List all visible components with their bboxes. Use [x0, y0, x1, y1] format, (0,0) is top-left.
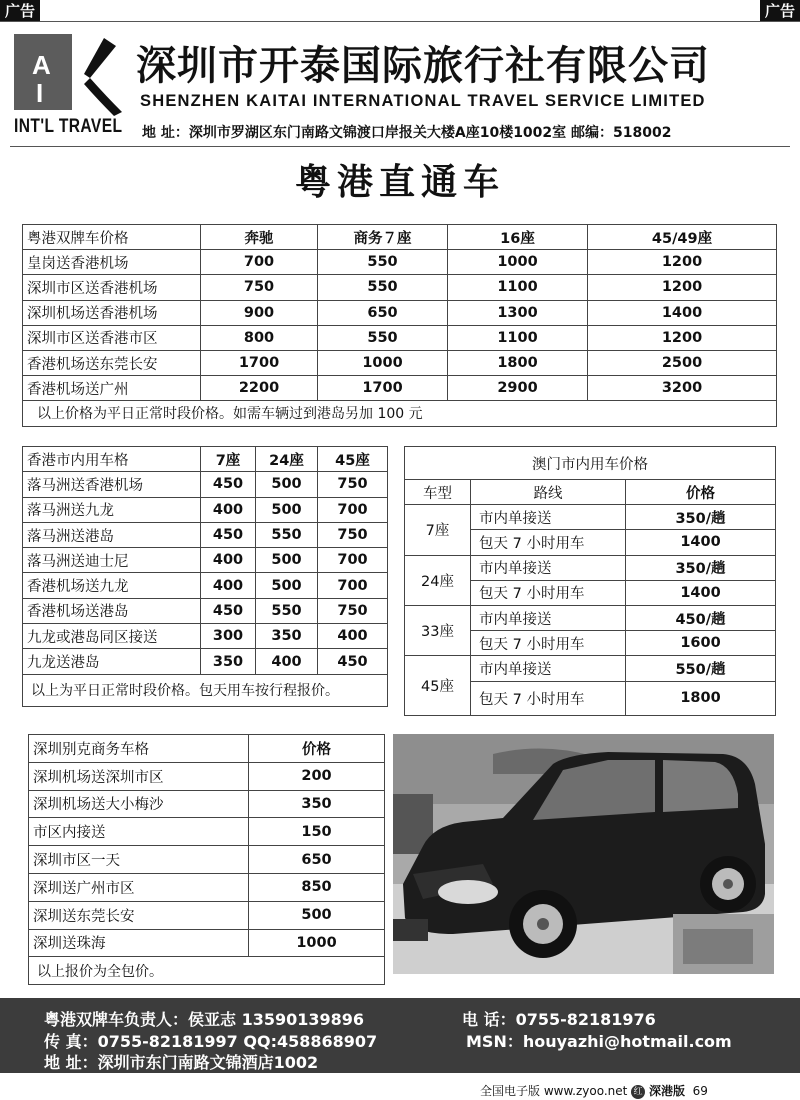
route-cell: 市区内接送: [29, 818, 249, 846]
minivan-illustration: [393, 734, 774, 974]
table-note-row: [23, 674, 388, 706]
table-row: [23, 250, 777, 275]
route-cell: 落马洲送九龙: [23, 497, 201, 522]
logo-subtitle: INT'L TRAVEL: [14, 116, 123, 137]
table-row: [23, 598, 388, 623]
table-header-row: [23, 225, 777, 250]
price-cell: 800: [201, 325, 318, 350]
page-number: 69: [692, 1084, 708, 1098]
route-cell: 深圳机场送大小梅沙: [29, 790, 249, 818]
route-cell: 香港机场送东莞长安: [23, 350, 201, 375]
price-cell: 1000: [318, 350, 448, 375]
route-cell: 市内单接送: [471, 505, 626, 530]
price-cell: 550: [318, 250, 448, 275]
vehicle-type-cell: 24座: [405, 555, 471, 605]
route-cell: 落马洲送香港机场: [23, 472, 201, 497]
price-cell: 500: [256, 573, 318, 598]
table-row: [23, 497, 388, 522]
company-name-en: SHENZHEN KAITAI INTERNATIONAL TRAVEL SERVICE LIMITED: [140, 92, 706, 110]
price-cell: 350/趟: [626, 505, 776, 530]
price-cell: 1000: [249, 929, 385, 957]
route-cell: 包天 7 小时用车: [471, 580, 626, 605]
price-cell: 1800: [448, 350, 588, 375]
table-row: [23, 624, 388, 649]
logo-letter-i: I: [36, 78, 44, 108]
route-cell: 包天 7 小时用车: [471, 530, 626, 555]
price-cell: 1400: [626, 580, 776, 605]
price-cell: 150: [249, 818, 385, 846]
table-header: 商务７座: [318, 225, 448, 250]
route-cell: 深圳机场送香港机场: [23, 300, 201, 325]
route-cell: 深圳市区一天: [29, 846, 249, 874]
price-cell: 550/趟: [626, 656, 776, 681]
price-cell: 450: [201, 598, 256, 623]
price-cell: 1300: [448, 300, 588, 325]
table-row: [23, 472, 388, 497]
table-caption-row: [405, 447, 776, 480]
company-name-cn: 深圳市开泰国际旅行社有限公司: [136, 43, 710, 89]
table-row: [23, 573, 388, 598]
price-cell: 650: [249, 846, 385, 874]
route-cell: 包天 7 小时用车: [471, 631, 626, 656]
price-cell: 850: [249, 873, 385, 901]
route-cell: 深圳市区送香港机场: [23, 275, 201, 300]
vehicle-type-cell: 45座: [405, 656, 471, 715]
route-cell: 市内单接送: [471, 605, 626, 630]
table-header: 粤港双牌车价格: [23, 225, 201, 250]
price-cell: 2900: [448, 376, 588, 401]
footer-fax-qq: 传 真：0755-82181997 QQ:458868907: [44, 1032, 378, 1051]
site-label: 全国电子版 www.zyoo.net: [480, 1084, 628, 1098]
price-cell: 450/趟: [626, 605, 776, 630]
table-row: [405, 605, 776, 630]
price-cell: 1400: [626, 530, 776, 555]
table-row: [405, 555, 776, 580]
route-cell: 深圳市区送香港市区: [23, 325, 201, 350]
price-cell: 450: [201, 522, 256, 547]
price-cell: 400: [201, 573, 256, 598]
price-cell: 1800: [626, 681, 776, 715]
price-cell: 700: [318, 548, 388, 573]
price-cell: 350: [201, 649, 256, 674]
table-header: 价格: [249, 735, 385, 763]
table-row: [29, 846, 385, 874]
table-row: [29, 818, 385, 846]
price-cell: 400: [201, 548, 256, 573]
price-cell: 400: [256, 649, 318, 674]
route-cell: 九龙或港岛同区接送: [23, 624, 201, 649]
price-cell: 2500: [588, 350, 777, 375]
route-cell: 深圳送广州市区: [29, 873, 249, 901]
cross-border-price-table: [22, 224, 777, 427]
table-row: [23, 548, 388, 573]
logo-letter-a: A: [32, 50, 51, 80]
table-row: [29, 790, 385, 818]
car-photo: [393, 734, 774, 974]
route-cell: 九龙送港岛: [23, 649, 201, 674]
price-cell: 700: [201, 250, 318, 275]
table-row: [23, 325, 777, 350]
price-cell: 500: [256, 472, 318, 497]
price-cell: 1700: [201, 350, 318, 375]
table-row: [23, 300, 777, 325]
table-row: [29, 901, 385, 929]
route-cell: 市内单接送: [471, 555, 626, 580]
table-note: 以上为平日正常时段价格。包天用车按行程报价。: [23, 674, 388, 706]
table-caption: 澳门市内用车价格: [405, 447, 776, 480]
macau-price-table: [404, 446, 776, 716]
price-cell: 750: [318, 522, 388, 547]
table-header: 16座: [448, 225, 588, 250]
price-cell: 400: [201, 497, 256, 522]
ad-label-left: 广告: [0, 0, 40, 22]
table-note-row: [23, 401, 777, 426]
vehicle-type-cell: 7座: [405, 505, 471, 555]
table-row: [23, 376, 777, 401]
price-cell: 550: [318, 275, 448, 300]
table-row: [29, 929, 385, 957]
top-divider: [0, 21, 800, 22]
page-title: 粤港直通车: [294, 162, 505, 203]
table-header: 香港市内用车格: [23, 447, 201, 472]
company-address: 地 址：深圳市罗湖区东门南路文锦渡口岸报关大楼A座10楼1002室 邮编：518002: [142, 125, 672, 141]
table-row: [23, 649, 388, 674]
table-header: 7座: [201, 447, 256, 472]
table-header: 深圳别克商务车格: [29, 735, 249, 763]
company-logo: [14, 34, 126, 142]
price-cell: 1200: [588, 250, 777, 275]
page-footer: [480, 1082, 708, 1099]
table-row: [23, 522, 388, 547]
table-row: [405, 505, 776, 530]
route-cell: 落马洲送港岛: [23, 522, 201, 547]
route-cell: 深圳机场送深圳市区: [29, 762, 249, 790]
ad-label-right: 广告: [760, 0, 800, 22]
footer-phone: 电 话：0755-82181976: [462, 1010, 656, 1029]
table-row: [29, 873, 385, 901]
table-note: 以上报价为全包价。: [29, 957, 385, 985]
price-cell: 450: [318, 649, 388, 674]
table-header: 奔驰: [201, 225, 318, 250]
route-cell: 深圳送珠海: [29, 929, 249, 957]
table-row: [23, 350, 777, 375]
price-cell: 200: [249, 762, 385, 790]
table-header: 车型: [405, 480, 471, 505]
route-cell: 市内单接送: [471, 656, 626, 681]
hongkong-price-table: [22, 446, 388, 707]
footer-address: 地 址：深圳市东门南路文锦酒店1002: [44, 1053, 319, 1072]
price-cell: 300: [201, 624, 256, 649]
route-cell: 香港机场送九龙: [23, 573, 201, 598]
contact-footer: [0, 998, 800, 1073]
price-cell: 700: [318, 573, 388, 598]
price-cell: 550: [256, 598, 318, 623]
price-cell: 1700: [318, 376, 448, 401]
table-header-row: [405, 480, 776, 505]
price-cell: 1600: [626, 631, 776, 656]
route-cell: 深圳送东莞长安: [29, 901, 249, 929]
table-row: [29, 762, 385, 790]
price-cell: 3200: [588, 376, 777, 401]
price-cell: 750: [318, 472, 388, 497]
price-cell: 350/趟: [626, 555, 776, 580]
price-cell: 700: [318, 497, 388, 522]
price-cell: 400: [318, 624, 388, 649]
price-cell: 900: [201, 300, 318, 325]
route-cell: 香港机场送港岛: [23, 598, 201, 623]
vehicle-type-cell: 33座: [405, 605, 471, 655]
route-cell: 香港机场送广州: [23, 376, 201, 401]
price-cell: 750: [318, 598, 388, 623]
table-header: 路线: [471, 480, 626, 505]
price-cell: 500: [256, 548, 318, 573]
price-cell: 1200: [588, 325, 777, 350]
table-header-row: [23, 447, 388, 472]
price-cell: 500: [249, 901, 385, 929]
footer-msn: MSN：houyazhi@hotmail.com: [466, 1032, 732, 1051]
route-cell: 包天 7 小时用车: [471, 681, 626, 715]
table-row: [405, 656, 776, 681]
price-cell: 450: [201, 472, 256, 497]
header-divider: [10, 146, 790, 147]
price-cell: 550: [318, 325, 448, 350]
table-note-row: [29, 957, 385, 985]
price-cell: 350: [249, 790, 385, 818]
price-cell: 550: [256, 522, 318, 547]
table-row: [23, 275, 777, 300]
table-header: 45座: [318, 447, 388, 472]
price-cell: 750: [201, 275, 318, 300]
table-header-row: [29, 735, 385, 763]
route-cell: 皇岗送香港机场: [23, 250, 201, 275]
table-header: 45/49座: [588, 225, 777, 250]
edition-label: 深港版: [649, 1084, 686, 1098]
edition-badge-icon: 红: [631, 1085, 645, 1099]
shenzhen-buick-price-table: [28, 734, 385, 985]
price-cell: 1000: [448, 250, 588, 275]
price-cell: 650: [318, 300, 448, 325]
price-cell: 1100: [448, 275, 588, 300]
table-note: 以上价格为平日正常时段价格。如需车辆过到港岛另加 100 元: [23, 401, 777, 426]
table-header: 价格: [626, 480, 776, 505]
price-cell: 1100: [448, 325, 588, 350]
table-header: 24座: [256, 447, 318, 472]
logo-k-mark: [70, 34, 126, 116]
footer-manager: 粤港双牌车负责人：侯亚志 13590139896: [44, 1010, 365, 1029]
price-cell: 1400: [588, 300, 777, 325]
price-cell: 350: [256, 624, 318, 649]
price-cell: 1200: [588, 275, 777, 300]
route-cell: 落马洲送迪士尼: [23, 548, 201, 573]
price-cell: 2200: [201, 376, 318, 401]
price-cell: 500: [256, 497, 318, 522]
